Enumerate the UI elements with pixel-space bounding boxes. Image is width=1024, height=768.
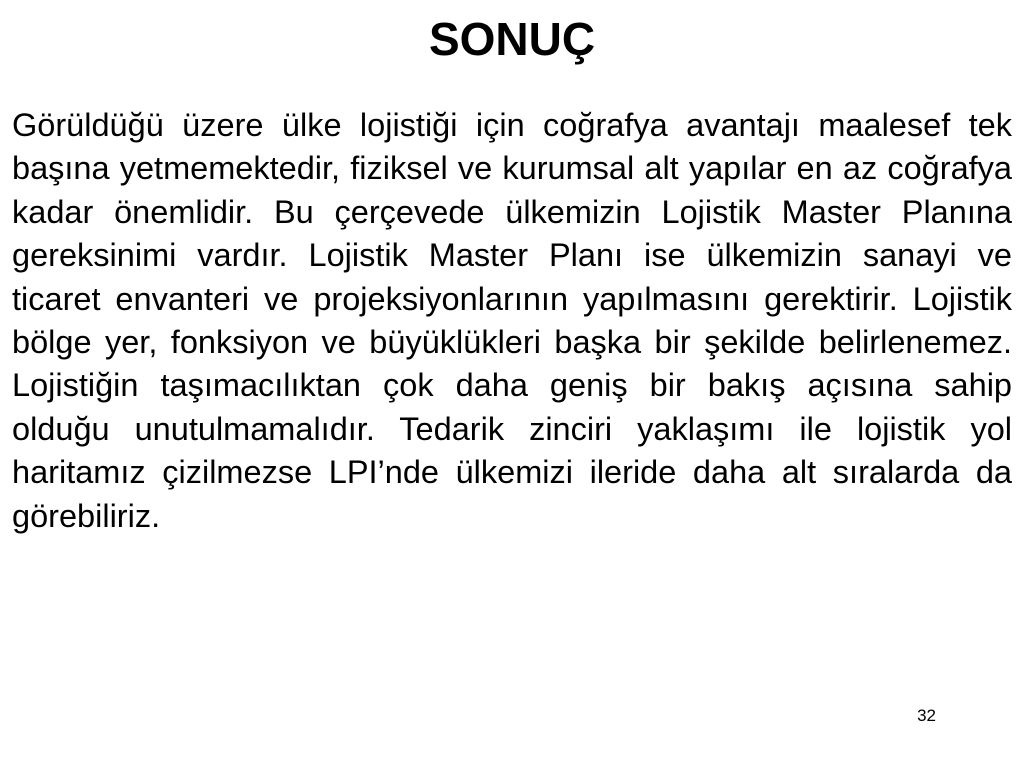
slide-body-text: Görüldüğü üzere ülke lojistiği için coğrafya avantajı maalesef tek başına yetmemektedir, fiziksel ve kurumsal alt yapılar en az coğrafya kadar önemlidir. Bu çerçevede ülkemizin Lojistik Master Planına gereksinimi vardır. Lojistik Master Planı ise ülkemizin sanayi ve ticaret envanteri ve projeksiyonlarının yapılmasını gerektirir. Lojistik bölge yer, fonksiyon ve büyüklükleri başka bir şekilde belirlenemez. Lojistiğin taşımacılıktan çok daha geniş bir bakış açısına sahip olduğu unutulmamalıdır. Tedarik zinciri yaklaşımı ile lojistik yol haritamız çizilmezse LPI’nde ülkemizi ileride daha alt sıralarda da görebiliriz.: [12, 107, 1012, 534]
slide-title: SONUÇ: [428, 13, 596, 65]
slide-page-number: 32: [917, 706, 936, 725]
